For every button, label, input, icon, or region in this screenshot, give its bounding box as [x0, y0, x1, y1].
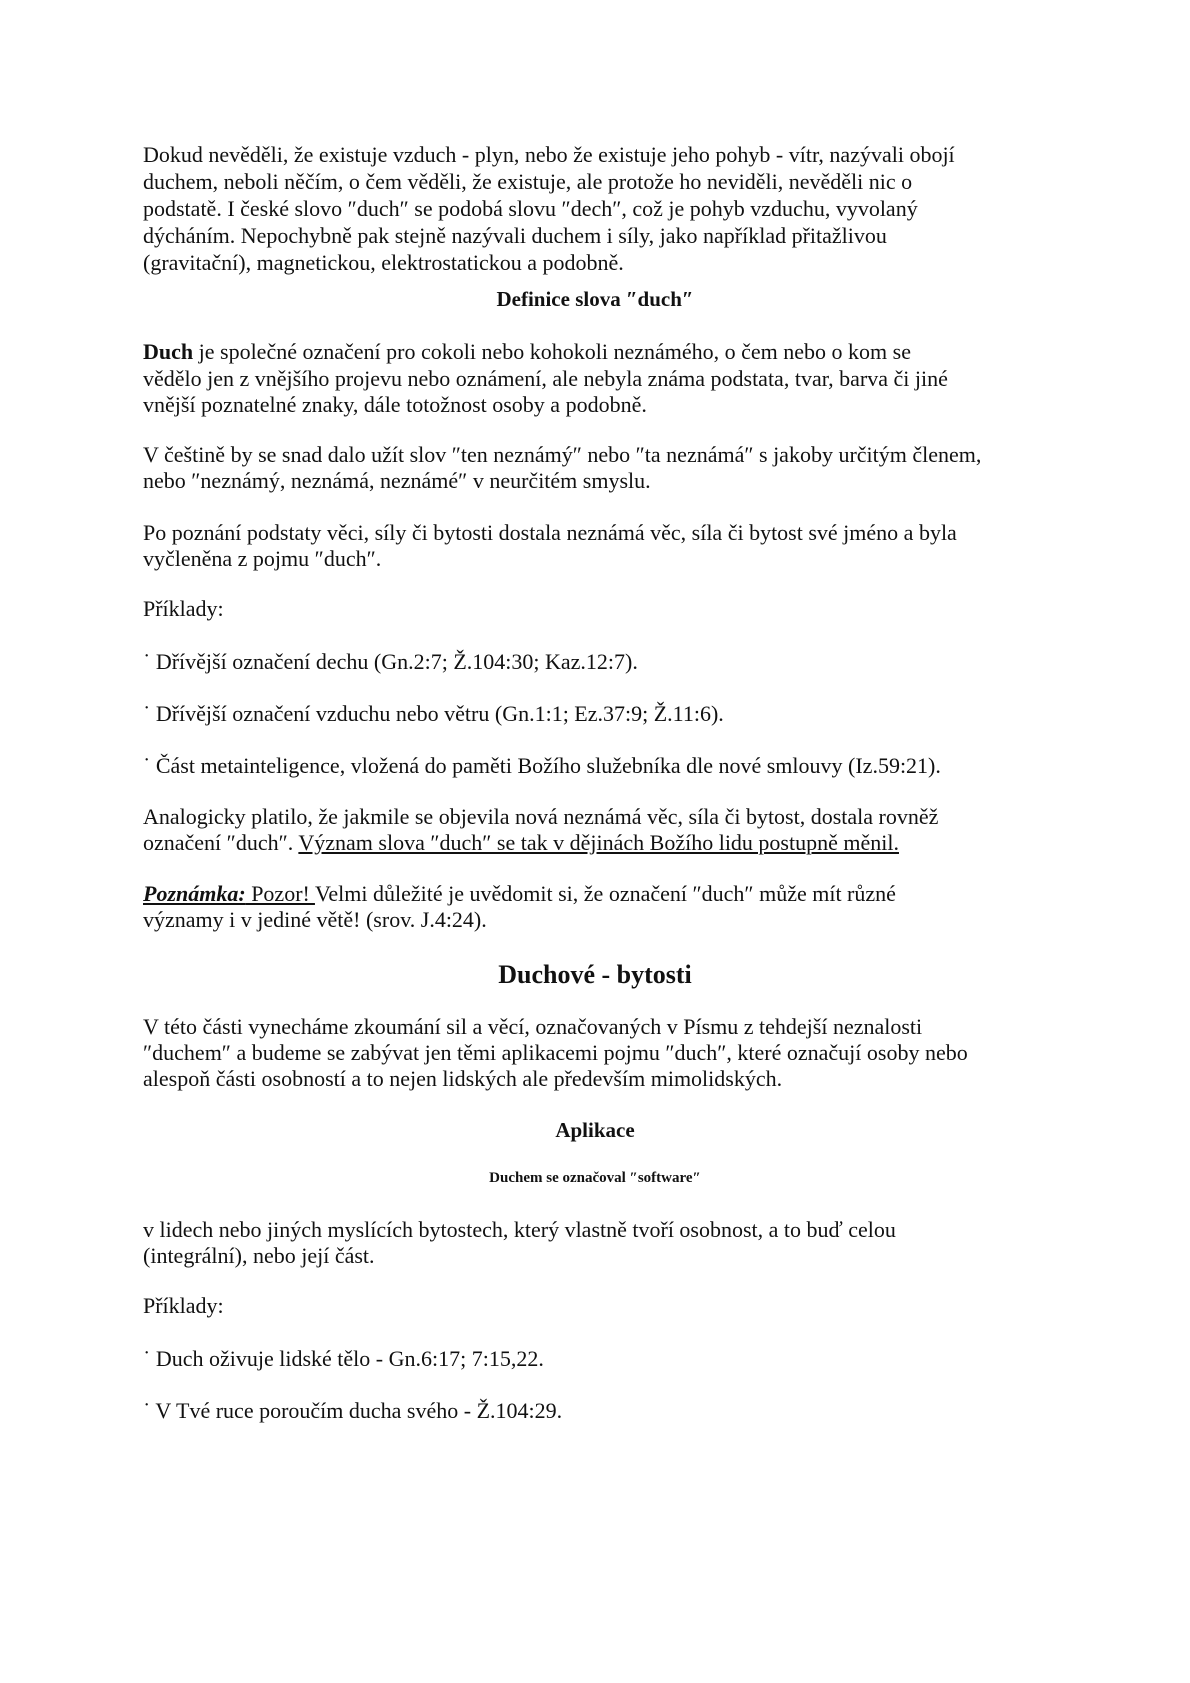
paragraph-line: ″duchem″ a budeme se zabývat jen těmi aplikacemi pojmu ″duch″, které označují osoby nebo [143, 1040, 968, 1065]
list-item: ˙ Část metainteligence, vložená do paměti Božího služebníka dle nové smlouvy (Iz.59:21). [143, 753, 941, 778]
list-item: ˙ Duch oživuje lidské tělo - Gn.6:17; 7:15,22. [143, 1346, 544, 1371]
examples-label: Příklady: [143, 596, 224, 621]
list-item: ˙ Dřívější označení dechu (Gn.2:7; Ž.104:30; Kaz.12:7). [143, 649, 638, 674]
paragraph-line: vědělo jen z vnějšího projevu nebo oznámení, ale nebyla známa podstata, tvar, barva či jiné [143, 366, 948, 391]
text: Velmi důležité je uvědomit si, že označení ″duch″ může mít různé [314, 881, 896, 906]
text: je společné označení pro cokoli nebo kohokoli neznámého, o čem nebo o kom se [193, 339, 911, 364]
note-label: Poznámka: [143, 881, 246, 906]
heading-duchove-bytosti: Duchové - bytosti [498, 960, 692, 989]
underlined-text: Význam slova ″duch″ se tak v dějinách Božího lidu postupně měnil. [298, 830, 899, 855]
heading-definice: Definice slova ″duch″ [496, 287, 694, 311]
paragraph-line: Analogicky platilo, že jakmile se objevila nová neznámá věc, síla či bytost, dostala rovněž [143, 804, 939, 829]
paragraph-line [143, 339, 911, 365]
list-item: ˙ V Tvé ruce poroučím ducha svého - Ž.104:29. [143, 1398, 563, 1423]
text: označení ″duch″. [143, 830, 299, 855]
list-item: ˙ Dřívější označení vzduchu nebo větru (Gn.1:1; Ez.37:9; Ž.11:6). [143, 701, 724, 726]
paragraph-line: vyčleněna z pojmu ″duch″. [143, 546, 382, 571]
term-duch: Duch [143, 339, 194, 364]
paragraph-line: (gravitační), magnetickou, elektrostatickou a podobně. [143, 250, 624, 275]
paragraph-line: duchem, neboli něčím, o čem věděli, že existuje, ale protože ho neviděli, nevěděli nic o [143, 169, 913, 194]
note-line: významy i v jediné větě! (srov. J.4:24). [143, 907, 487, 932]
underlined-text: Pozor! [245, 881, 315, 906]
paragraph-line: v lidech nebo jiných myslících bytostech, který vlastně tvoří osobnost, a to buď celou [143, 1217, 896, 1242]
paragraph-line: (integrální), nebo její část. [143, 1243, 375, 1268]
subheading-software: Duchem se označoval ″software″ [489, 1170, 701, 1186]
note-line [143, 881, 896, 907]
heading-aplikace: Aplikace [555, 1118, 635, 1142]
paragraph-line: Po poznání podstaty věci, síly či bytosti dostala neznámá věc, síla či bytost své jméno a byla [143, 520, 957, 545]
paragraph-line: V češtině by se snad dalo užít slov ″ten neznámý″ nebo ″ta neznámá″ s jakoby určitým členem, [143, 442, 982, 467]
paragraph-line [143, 830, 899, 856]
paragraph-line: nebo ″neznámý, neznámá, neznámé″ v neurčitém smyslu. [143, 468, 651, 493]
examples-label: Příklady: [143, 1293, 224, 1318]
paragraph-line: Dokud nevěděli, že existuje vzduch - plyn, nebo že existuje jeho pohyb - vítr, nazývali obojí [143, 142, 955, 167]
paragraph-line: dýcháním. Nepochybně pak stejně nazývali duchem i síly, jako například přitažlivou [143, 223, 887, 248]
paragraph-line: alespoň části osobností a to nejen lidských ale především mimolidských. [143, 1066, 783, 1091]
paragraph-line: podstatě. I české slovo ″duch″ se podobá slovu ″dech″, což je pohyb vzduchu, vyvolaný [143, 196, 918, 221]
paragraph-line: V této části vynecháme zkoumání sil a věcí, označovaných v Písmu z tehdejší neznalosti [143, 1014, 923, 1039]
paragraph-line: vnější poznatelné znaky, dále totožnost osoby a podobně. [143, 392, 647, 417]
